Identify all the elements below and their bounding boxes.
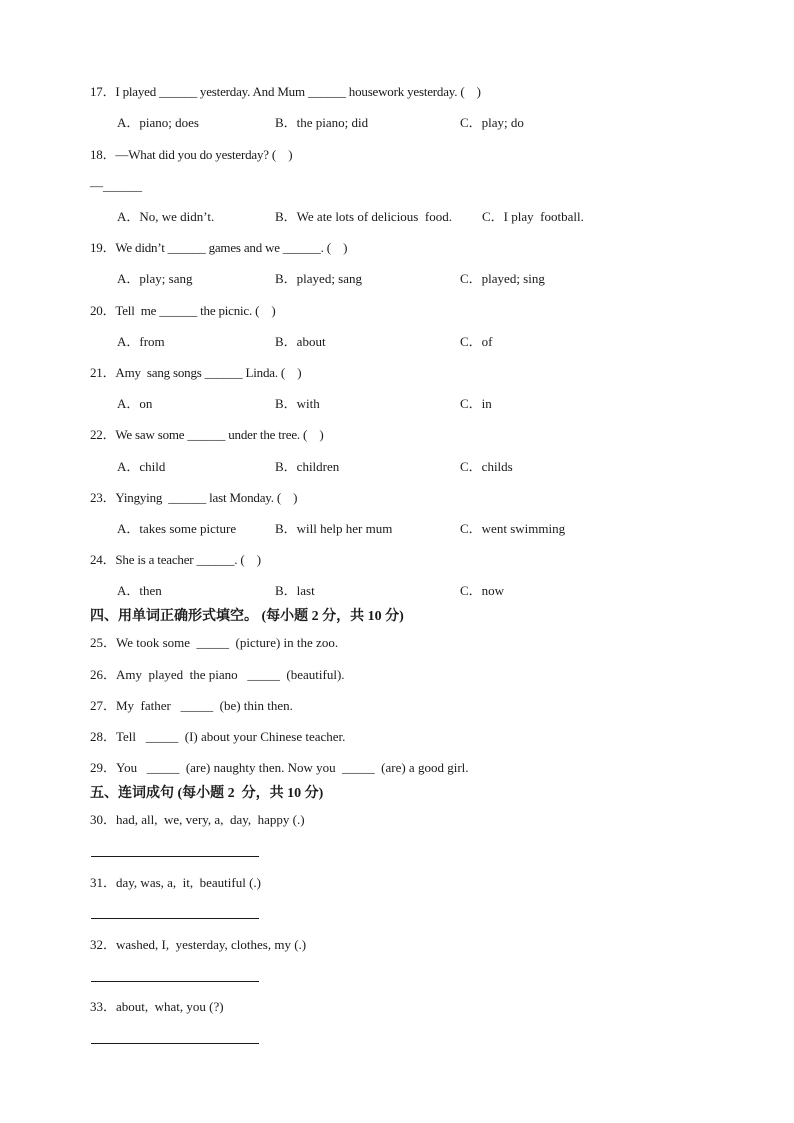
question-31-answer-line[interactable] (91, 918, 259, 919)
question-18-option-a: A．No, we didn’t. (117, 209, 215, 224)
question-24-stem: 24．She is a teacher ______. ( ) (90, 552, 261, 567)
question-24-option-a: A．then (117, 583, 162, 598)
question-32: 32．washed, I, yesterday, clothes, my (.) (90, 937, 307, 952)
question-19-stem: 19．We didn’t ______ games and we ______. ( ) (90, 240, 348, 255)
question-25: 25．We took some _____ (picture) in the zoo. (90, 635, 339, 650)
question-24-option-b: B．last (275, 583, 315, 598)
question-17-option-c: C．play; do (460, 115, 524, 130)
question-20-stem: 20．Tell me ______ the picnic. ( ) (90, 303, 276, 318)
question-22-option-c: C．childs (460, 459, 513, 474)
question-22-option-b: B．children (275, 459, 340, 474)
question-19-option-c: C．played; sing (460, 271, 545, 286)
question-18-answer-blank: —______ (90, 178, 142, 193)
section-4-title: 四、用单词正确形式填空。 (每小题 2 分，共 10 分) (90, 609, 404, 624)
question-33-answer-line[interactable] (91, 1043, 259, 1044)
question-22-option-a: A．child (117, 459, 166, 474)
question-18-stem: 18．—What did you do yesterday? ( ) (90, 147, 293, 162)
question-21-option-b: B．with (275, 396, 320, 411)
question-18-option-c: C．I play football. (482, 209, 584, 224)
question-19-option-a: A．play; sang (117, 271, 193, 286)
question-18-option-b: B．We ate lots of delicious food. (275, 209, 452, 224)
question-20-option-a: A．from (117, 334, 165, 349)
question-17-option-b: B．the piano; did (275, 115, 369, 130)
question-20-option-c: C．of (460, 334, 493, 349)
question-29: 29．You _____ (are) naughty then. Now you _____ (are) a good girl. (90, 760, 469, 775)
question-32-answer-line[interactable] (91, 981, 259, 982)
question-31: 31．day, was, a, it, beautiful (.) (90, 875, 261, 890)
question-28: 28．Tell _____ (I) about your Chinese teacher. (90, 729, 346, 744)
question-20-option-b: B．about (275, 334, 326, 349)
question-21-option-a: A．on (117, 396, 153, 411)
question-23-option-c: C．went swimming (460, 521, 566, 536)
question-33: 33．about, what, you (?) (90, 999, 224, 1014)
question-22-stem: 22．We saw some ______ under the tree. ( ) (90, 427, 324, 442)
question-23-option-b: B．will help her mum (275, 521, 393, 536)
question-26: 26．Amy played the piano _____ (beautiful). (90, 667, 345, 682)
section-5-title: 五、连词成句 (每小题 2 分，共 10 分) (90, 786, 324, 801)
question-30-answer-line[interactable] (91, 856, 259, 857)
question-30: 30．had, all, we, very, a, day, happy (.) (90, 812, 305, 827)
question-24-option-c: C．now (460, 583, 505, 598)
question-27: 27．My father _____ (be) thin then. (90, 698, 293, 713)
question-17-option-a: A．piano; does (117, 115, 199, 130)
question-19-option-b: B．played; sang (275, 271, 363, 286)
question-23-stem: 23．Yingying ______ last Monday. ( ) (90, 490, 298, 505)
question-23-option-a: A．takes some picture (117, 521, 237, 536)
question-17-stem: 17．I played ______ yesterday. And Mum ______ housework yesterday. ( ) (90, 84, 481, 99)
question-21-option-c: C．in (460, 396, 492, 411)
question-21-stem: 21．Amy sang songs ______ Linda. ( ) (90, 365, 302, 380)
